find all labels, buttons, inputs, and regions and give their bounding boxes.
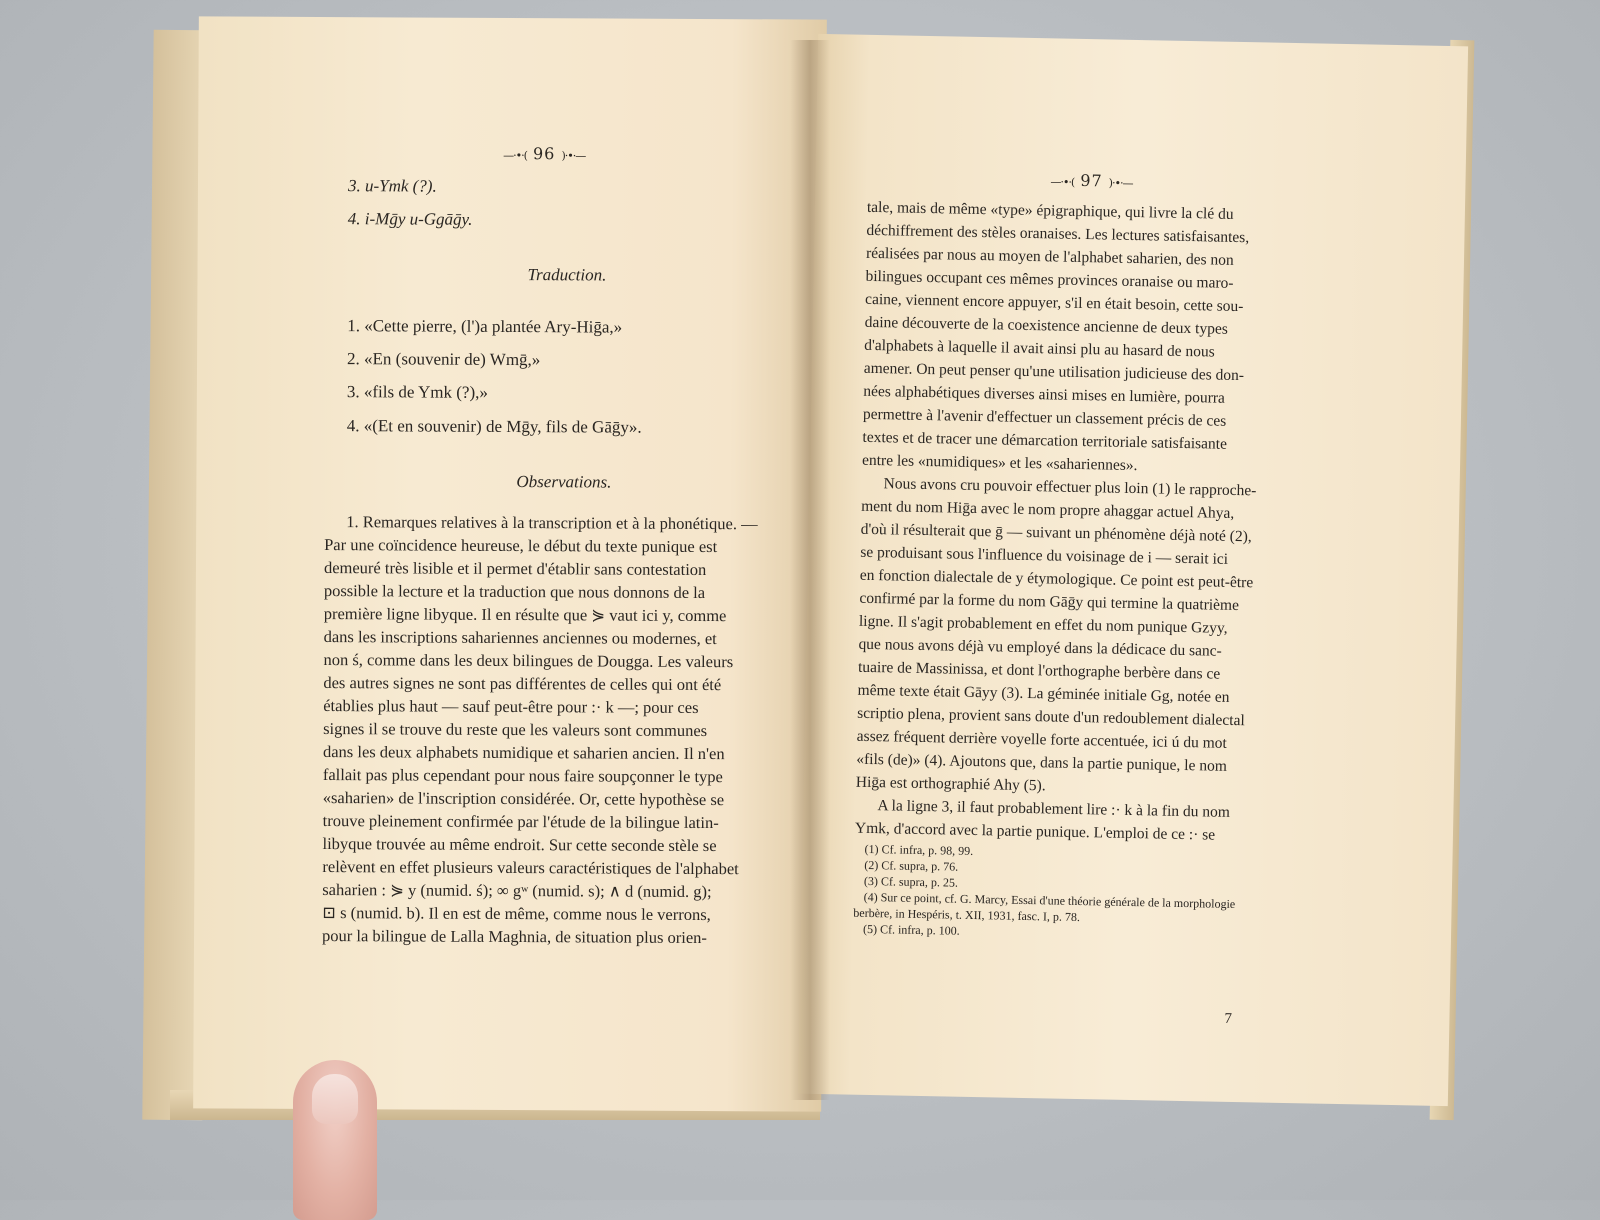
left-folio: —·•·( 96 )·•·— xyxy=(503,144,586,164)
signature-mark: 7 xyxy=(1224,1010,1233,1027)
right-folio: —·•·( 97 )·•·— xyxy=(1050,170,1133,191)
left-text-line: saharien : ⋟ y (numid. ś); ∞ gʷ (numid. s); ∧ d (numid. g); xyxy=(322,880,712,902)
right-text-line: Nous avons cru pouvoir effectuer plus loin (1) le rapproche- xyxy=(883,475,1257,500)
right-text-line: même texte était Gāyy (3). La géminée initiale Gg, notée en xyxy=(857,681,1230,706)
left-text-line: demeuré très lisible et il permet d'établir sans contestation xyxy=(323,558,707,580)
right-text-line: d'où il résulterait que ḡ — suivant un phénomène déjà noté (2), xyxy=(860,520,1252,546)
left-text-line: 3. «fils de Ymk (?),» xyxy=(346,382,488,402)
left-text-line: 2. «En (souvenir de) Wmḡ,» xyxy=(347,349,541,370)
footnote-line: (4) Sur ce point, cf. G. Marcy, Essai d'une théorie générale de la morphologie xyxy=(863,889,1236,912)
footnote-line: (5) Cf. infra, p. 100. xyxy=(862,921,960,938)
left-text-line: pour la bilingue de Lalla Maghnia, de situation plus orien- xyxy=(322,926,708,948)
left-text-line: dans les deux alphabets numidique et saharien ancien. Il n'en xyxy=(322,742,725,764)
footnote-line: berbère, in Hespéris, t. XII, 1931, fasc. I, p. 78. xyxy=(853,905,1081,925)
right-text-line: scriptio plena, provient sans doute d'un redoublement dialectal xyxy=(857,704,1245,730)
thumbnail-nail xyxy=(312,1074,358,1124)
left-text-line: 3. u-Ymk (?). xyxy=(347,176,437,196)
right-text-line: Hiḡa est orthographié Ahy (5). xyxy=(855,773,1046,795)
left-page-number: 96 xyxy=(532,144,556,164)
footnote-line: (2) Cf. supra, p. 76. xyxy=(864,857,959,874)
left-text-line: relèvent en effet plusieurs valeurs caractéristiques de l'alphabet xyxy=(322,857,739,879)
left-text-line: Observations. xyxy=(516,472,612,492)
right-text-line: ligne. Il s'agit probablement en effet du nom punique Gzyy, xyxy=(858,612,1228,637)
left-text-line: libyque trouvée au même endroit. Sur cette seconde stèle se xyxy=(322,834,717,856)
right-text-line: d'alphabets à laquelle il avait ainsi plu au hasard de nous xyxy=(864,336,1215,361)
right-text-line: daine découverte de la coexistence ancienne de deux types xyxy=(864,313,1229,338)
left-text-line: établies plus haut — sauf peut-être pour :· k —; pour ces xyxy=(323,696,699,717)
right-text-line: bilingues occupant ces mêmes provinces oranaise ou maro- xyxy=(865,267,1234,292)
left-text-line: 4. i-Mḡy u-Ggāḡy. xyxy=(347,209,473,229)
footnote-line: (3) Cf. supra, p. 25. xyxy=(863,873,959,890)
right-text-line: déchiffrement des stèles oranaises. Les lectures satisfaisantes, xyxy=(866,221,1250,247)
right-text-line: que nous avons déjà vu employé dans la dédicace du sanc- xyxy=(858,635,1222,660)
left-text-line: Par une coïncidence heureuse, le début du texte punique est xyxy=(324,535,718,557)
left-text-line: fallait pas plus cependant pour nous faire soupçonner le type xyxy=(322,765,723,787)
right-text-line: réalisées par nous au moyen de l'alphabet saharien, des non xyxy=(865,244,1234,269)
right-text-line: Ymk, d'accord avec la partie punique. L'emploi de ce :· se xyxy=(854,819,1216,844)
left-text-line: signes il se trouve du reste que les valeurs sont communes xyxy=(323,719,708,741)
right-text-line: assez fréquent derrière voyelle forte accentuée, ici ú du mot xyxy=(856,727,1227,752)
left-text-line: possible la lecture et la traduction que nous donnons de la xyxy=(323,581,706,603)
left-text-line: des autres signes ne sont pas différentes de celles qui ont été xyxy=(323,673,722,695)
left-text-line: 1. Remarques relatives à la transcription et à la phonétique. — xyxy=(346,512,758,534)
right-text-line: se produisant sous l'influence du voisinage de i — serait ici xyxy=(860,543,1229,568)
right-page-number: 97 xyxy=(1080,170,1103,191)
left-page xyxy=(193,16,827,1111)
right-page xyxy=(798,34,1468,1106)
right-text-line: entre les «numidiques» et les «sahariennes». xyxy=(861,451,1138,475)
right-text-line: confirmé par la forme du nom Gāḡy qui termine la quatrième xyxy=(859,589,1240,615)
right-text-line: «fils (de)» (4). Ajoutons que, dans la partie punique, le nom xyxy=(856,750,1228,775)
right-text-line: tale, mais de même «type» épigraphique, qui livre la clé du xyxy=(866,198,1234,223)
left-text-line: non ś, comme dans les deux bilingues de Dougga. Les valeurs xyxy=(323,650,734,672)
right-text-line: textes et de tracer une démarcation territoriale satisfaisante xyxy=(862,428,1228,453)
left-text-line: première ligne libyque. Il en résulte que ⋟ vaut ici y, comme xyxy=(323,604,727,626)
right-text-line: en fonction dialectale de y étymologique. Ce point est peut-être xyxy=(859,566,1254,592)
left-text-line: ⊡ s (numid. b). Il en est de même, comme nous le verrons, xyxy=(322,903,711,925)
left-text-line: «saharien» de l'inscription considérée. Or, cette hypothèse se xyxy=(322,788,725,810)
left-text-line: Traduction. xyxy=(527,265,607,285)
right-text-line: permettre à l'avenir d'effectuer un classement précis de ces xyxy=(862,405,1227,430)
gutter xyxy=(790,40,830,1100)
left-text-line: dans les inscriptions sahariennes anciennes ou modernes, et xyxy=(323,627,717,649)
left-text-line: 4. «(Et en souvenir) de Mḡy, fils de Gāḡy». xyxy=(346,416,642,437)
left-text-line: trouve pleinement confirmée par l'étude de la bilingue latin- xyxy=(322,811,719,833)
footnote-line: (1) Cf. infra, p. 98, 99. xyxy=(864,841,974,858)
right-text-line: tuaire de Massinissa, et dont l'orthographe berbère dans ce xyxy=(857,658,1221,683)
right-text-line: ment du nom Hiḡa avec le nom propre ahaggar actuel Ahya, xyxy=(861,497,1235,522)
right-text-line: A la ligne 3, il faut probablement lire :· k à la fin du nom xyxy=(877,797,1231,821)
right-text-line: nées alphabétiques diverses ainsi mises en lumière, pourra xyxy=(863,382,1226,407)
left-text-line: 1. «Cette pierre, (l')a plantée Ary-Hiḡa,» xyxy=(347,316,623,337)
right-text-line: caine, viennent encore appuyer, s'il en était besoin, cette sou- xyxy=(864,290,1244,316)
right-text-line: amener. On peut penser qu'une utilisation judicieuse des don- xyxy=(863,359,1245,385)
